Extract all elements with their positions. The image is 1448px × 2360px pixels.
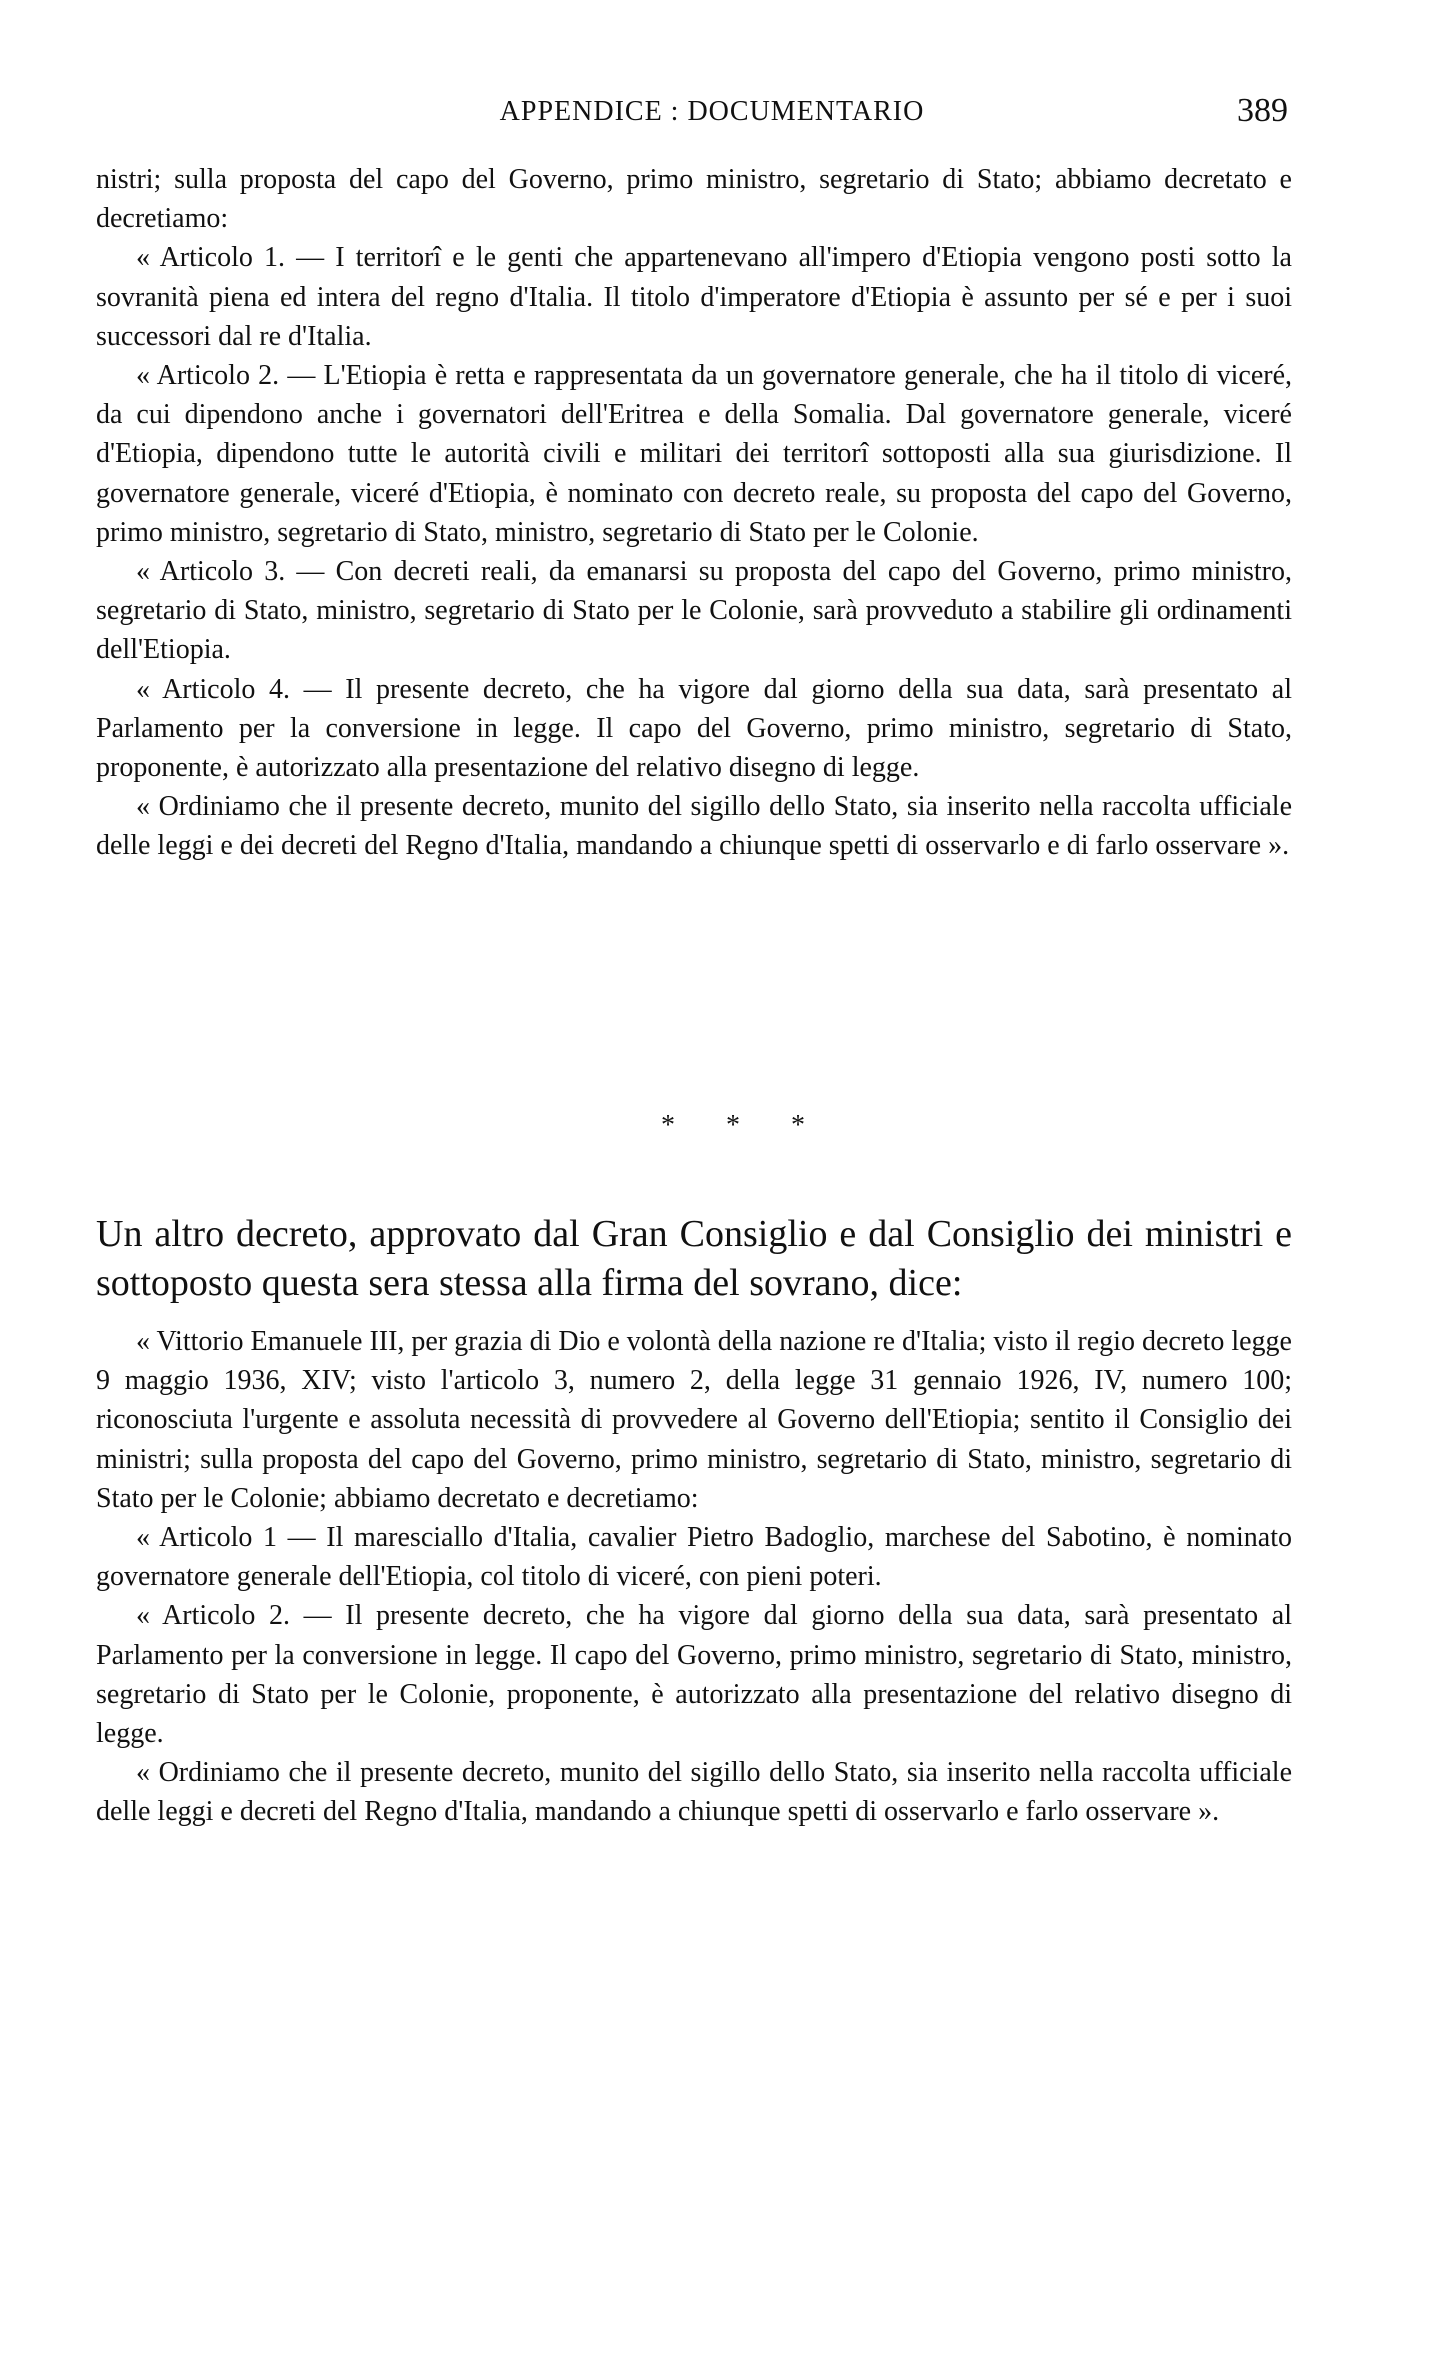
decree-text-second [96, 1322, 1292, 1832]
paragraph-article-2: « Articolo 2. — Il presente decreto, che ha vigore dal giorno della sua data, sarà presentato al Parlamento per la conversione in legge. Il capo del Governo, primo ministro, segretario di Stato, ministro, segretario di Stato per le Colonie, proponente, è autorizzato alla presentazione del relativo disegno di legge. [96, 1600, 1292, 1750]
paragraph-preamble: « Vittorio Emanuele III, per grazia di Dio e volontà della nazione re d'Italia; visto il regio decreto legge 9 maggio 1936, XIV; visto l'articolo 3, numero 2, della legge 31 gennaio 1926, IV, numero 100; riconosciuta l'urgente e assoluta necessità di provvedere al Governo dell'Etiopia; sentito il Consiglio dei ministri; sulla proposta del capo del Governo, primo ministro, segretario di Stato, ministro, segretario di Stato per le Colonie; abbiamo decretato e decretiamo: [96, 1326, 1292, 1514]
running-header [96, 92, 1288, 146]
paragraph-article-1: « Articolo 1 — Il maresciallo d'Italia, cavalier Pietro Badoglio, marchese del Sabotino, è nominato governatore generale dell'Etiopia, col titolo di viceré, con pieni poteri. [96, 1522, 1292, 1593]
decree-text-first [96, 160, 1292, 866]
section-separator: * * * [661, 1110, 827, 1141]
page-number: 389 [1237, 92, 1288, 129]
paragraph-ordiniamo: « Ordiniamo che il presente decreto, munito del sigillo dello Stato, sia inserito nella raccolta ufficiale delle leggi e dei decreti del Regno d'Italia, mandando a chiunque spetti di osservarlo e di farlo osservare ». [96, 791, 1292, 862]
paragraph-article-2: « Articolo 2. — L'Etiopia è retta e rappresentata da un governatore generale, che ha il titolo di viceré, da cui dipendono anche i governatori dell'Eritrea e della Somalia. Dal governatore generale, viceré d'Etiopia, dipendono tutte le autorità civili e militari dei territorî sottoposti alla sua giurisdizione. Il governatore generale, viceré d'Etiopia, è nominato con decreto reale, su proposta del capo del Governo, primo ministro, segretario di Stato, ministro, segretario di Stato per le Colonie. [96, 360, 1292, 548]
header-title: APPENDICE : DOCUMENTARIO [499, 96, 925, 127]
paragraph-article-3: « Articolo 3. — Con decreti reali, da emanarsi su proposta del capo del Governo, primo ministro, segretario di Stato, ministro, segretario di Stato per le Colonie, sarà provveduto a stabilire gli ordinamenti dell'Etiopia. [96, 556, 1292, 666]
intro-heading: Un altro decreto, approvato dal Gran Consiglio e dal Consiglio dei ministri e sottoposto questa sera stessa alla firma del sovrano, dice: [96, 1213, 1292, 1304]
paragraph-article-1: « Articolo 1. — I territorî e le genti che appartenevano all'impero d'Etiopia vengono posti sotto la sovranità piena ed intera del regno d'Italia. Il titolo d'imperatore d'Etiopia è assunto per sé e per i suoi successori dal re d'Italia. [96, 242, 1292, 352]
paragraph-continuation: nistri; sulla proposta del capo del Governo, primo ministro, segretario di Stato; abbiamo decretato e decretiamo: [96, 164, 1292, 235]
paragraph-article-4: « Articolo 4. — Il presente decreto, che ha vigore dal giorno della sua data, sarà presentato al Parlamento per la conversione in legge. Il capo del Governo, primo ministro, segretario di Stato, proponente, è autorizzato alla presentazione del relativo disegno di legge. [96, 673, 1292, 784]
paragraph-ordiniamo: « Ordiniamo che il presente decreto, munito del sigillo dello Stato, sia inserito nella raccolta ufficiale delle leggi e decreti del Regno d'Italia, mandando a chiunque spetti di osservarlo e farlo osservare ». [96, 1757, 1292, 1828]
